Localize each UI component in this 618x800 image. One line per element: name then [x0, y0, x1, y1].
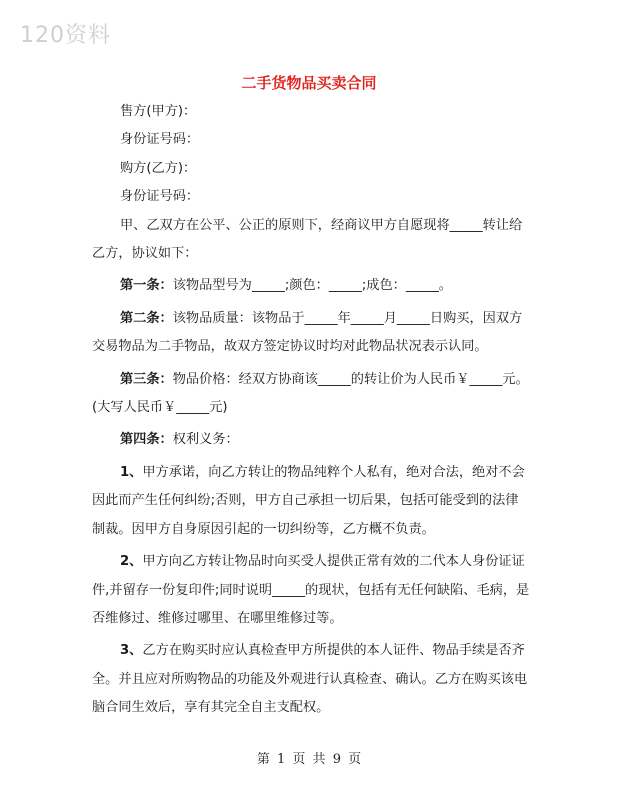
buyer-id-line: [92, 183, 530, 211]
preamble-paragraph: [92, 212, 530, 269]
paragraph-text: 权利义务：: [172, 432, 239, 448]
seller-line: [92, 98, 530, 126]
paragraph-text: 甲、乙双方在公平、公正的原则下，经商议甲方自愿现将_____转让给乙方，协议如下：: [92, 217, 523, 262]
clause-number: 3、: [120, 643, 143, 659]
article-4: [92, 426, 530, 454]
article-1: [92, 272, 530, 300]
paragraph-text: 甲方承诺，向乙方转让的物品纯粹个人私有，绝对合法，绝对不会因此而产生任何纠纷;否则，甲方自己承担一切后果，包括可能受到的法律制裁。因甲方自身原因引起的一切纠纷等，乙方概不负责。: [92, 464, 525, 537]
seller-id-line: [92, 126, 530, 154]
paragraph-text: 购方(乙方)：: [120, 160, 197, 176]
paragraph-text: 该物品型号为_____;颜色：_____;成色：_____。: [172, 278, 452, 294]
article-2: [92, 305, 530, 362]
article-heading: 第四条：: [120, 432, 173, 448]
paragraph-text: 身份证号码：: [120, 189, 200, 205]
contract-body: [92, 98, 530, 723]
paragraph-text: 甲方向乙方转让物品时向买受人提供正常有效的二代本人身份证证件,并留存一份复印件;同时说明_____的现状，包括有无任何缺陷、毛病，是否维修过、维修过哪里、在哪里维修过等。: [92, 554, 530, 626]
clause-number: 2、: [120, 554, 143, 570]
article-heading: 第一条：: [120, 278, 173, 294]
page-number: 第 1 页 共 9 页: [256, 752, 362, 767]
document-title: 二手货物品买卖合同: [241, 74, 377, 92]
paragraph-text: 售方(甲方)：: [120, 104, 197, 119]
buyer-line: [92, 155, 530, 183]
clause-1: [92, 459, 530, 544]
article-3: [92, 366, 530, 423]
clause-3: [92, 637, 530, 722]
clause-number: 1、: [120, 464, 143, 480]
paragraph-text: 乙方在购买时应认真检查甲方所提供的本人证件、物品手续是否齐全。并且应对所购物品的功能及外观进行认真检查、确认。乙方在购买该电脑合同生效后，享有其完全自主支配权。: [92, 643, 528, 716]
paragraph-text: 物品价格：经双方协商该_____的转让价为人民币￥_____元。(大写人民币￥_____元): [92, 371, 529, 416]
article-heading: 第二条：: [120, 310, 173, 326]
paragraph-text: 该物品质量：该物品于_____年_____月_____日购买，因双方交易物品为二手物品，故双方签定协议时均对此物品状况表示认同。: [92, 310, 523, 355]
clause-2: [92, 548, 530, 633]
paragraph-text: 身份证号码：: [120, 132, 200, 148]
watermark-logo: 120资料: [20, 23, 111, 48]
article-heading: 第三条：: [120, 371, 173, 387]
